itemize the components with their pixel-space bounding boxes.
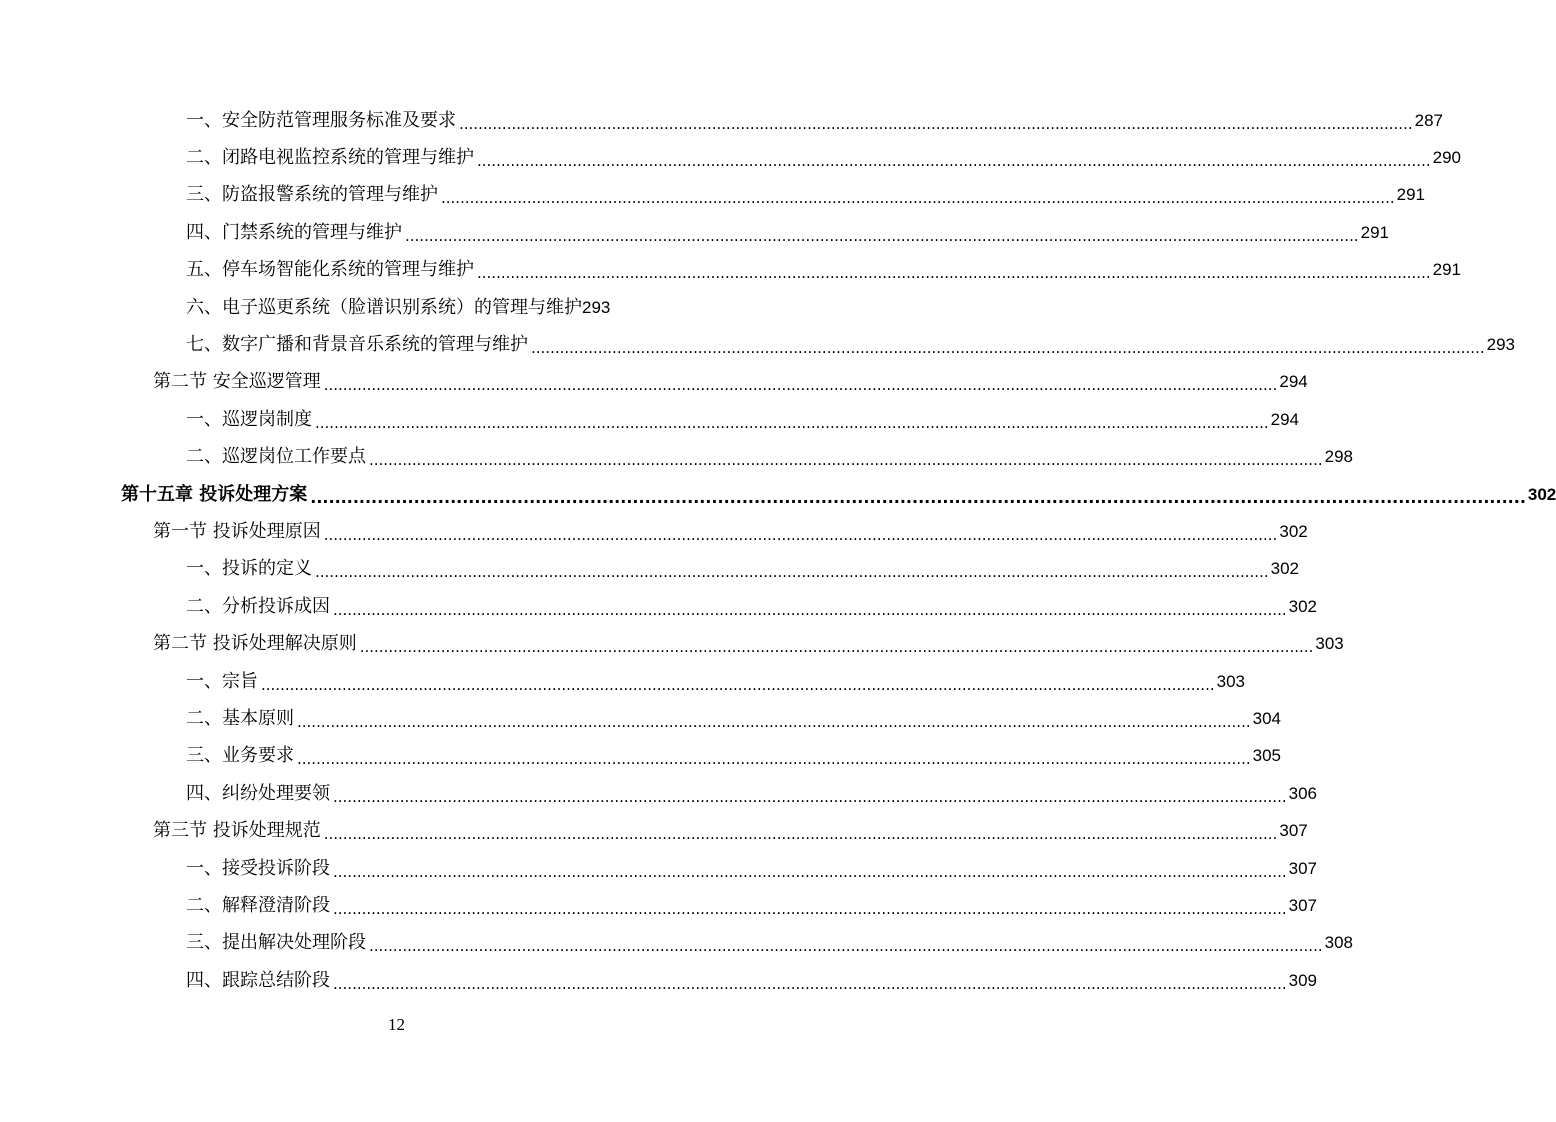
toc-entry-item[interactable] bbox=[0, 139, 1461, 176]
toc-entry-title: 二、解释澄清阶段 bbox=[186, 894, 330, 916]
toc-entry-title: 四、纠纷处理要领 bbox=[186, 782, 330, 804]
toc-entry-title: 一、安全防范管理服务标准及要求 bbox=[186, 109, 456, 131]
toc-entry-page: 293 bbox=[1486, 335, 1515, 355]
toc-entry-item[interactable] bbox=[0, 700, 1281, 737]
toc-entry-page: 290 bbox=[1432, 148, 1461, 168]
toc-entry-sec[interactable] bbox=[0, 812, 1308, 849]
toc-entry-item[interactable] bbox=[0, 850, 1317, 887]
toc-dot-leader: ........................................................................................................................................................................................................ bbox=[261, 675, 1215, 694]
toc-entry-page: 294 bbox=[1270, 409, 1299, 429]
toc-entry-page: 302 bbox=[1270, 559, 1299, 579]
toc-dot-leader: ........................................................................................................................................................................................................ bbox=[333, 862, 1287, 881]
toc-entry-title: 一、宗旨 bbox=[186, 670, 258, 692]
toc-dot-leader: ........................................................................................................................................................................................................ bbox=[333, 600, 1287, 619]
toc-entry-page: 291 bbox=[1432, 260, 1461, 280]
toc-entry-item[interactable] bbox=[0, 102, 1443, 139]
toc-dot-leader: ........................................................................................................................................................................................................ bbox=[315, 563, 1269, 582]
toc-entry-item[interactable] bbox=[0, 588, 1317, 625]
toc-entry-page: 305 bbox=[1252, 746, 1281, 766]
toc-entry-title: 四、跟踪总结阶段 bbox=[186, 969, 330, 991]
toc-entry-page: 304 bbox=[1252, 708, 1281, 728]
toc-entry-item[interactable] bbox=[0, 252, 1461, 289]
toc-entry-title: 六、电子巡更系统（脸谱识别系统）的管理与维护 bbox=[186, 296, 582, 318]
toc-entry-title: 三、防盗报警系统的管理与维护 bbox=[186, 184, 438, 206]
toc-dot-leader: ........................................................................................................................................................................................................ bbox=[405, 226, 1359, 245]
toc-dot-leader: ........................................................................................................................................................................................................ bbox=[323, 376, 1278, 395]
toc-entry-page: 303 bbox=[1216, 671, 1245, 691]
toc-entry-page: 307 bbox=[1288, 895, 1317, 915]
toc-entry-title: 第三节 投诉处理规范 bbox=[153, 820, 321, 842]
toc-entry-title: 三、业务要求 bbox=[186, 745, 294, 767]
toc-entry-page: 294 bbox=[1279, 372, 1308, 392]
toc-entry-title: 二、基本原则 bbox=[186, 707, 294, 729]
toc-dot-leader: ........................................................................................................................................................................................................ bbox=[333, 974, 1287, 993]
toc-dot-leader: ........................................................................................................................................................................................................ bbox=[477, 264, 1431, 283]
toc-entry-item[interactable] bbox=[0, 439, 1353, 476]
toc-entry-chapter[interactable] bbox=[0, 476, 1556, 513]
toc-entry-title: 二、分析投诉成因 bbox=[186, 595, 330, 617]
toc-entry-item[interactable] bbox=[0, 326, 1515, 363]
toc-entry-title: 五、停车场智能化系统的管理与维护 bbox=[186, 259, 474, 281]
toc-dot-leader: ........................................................................................................................................................................................................ bbox=[297, 750, 1251, 769]
toc-entry-sec[interactable] bbox=[0, 625, 1344, 662]
toc-entry-page: 306 bbox=[1288, 783, 1317, 803]
toc-entry-title: 三、提出解决处理阶段 bbox=[186, 932, 366, 954]
toc-entry-title: 二、闭路电视监控系统的管理与维护 bbox=[186, 147, 474, 169]
toc-entry-page: 287 bbox=[1414, 110, 1443, 130]
toc-entry-item[interactable] bbox=[0, 887, 1317, 924]
toc-entry-title: 一、投诉的定义 bbox=[186, 558, 312, 580]
toc-entry-item[interactable] bbox=[0, 925, 1353, 962]
toc-dot-leader: ........................................................................................................................................................................................................ bbox=[333, 787, 1287, 806]
page-number: 12 bbox=[388, 1015, 405, 1034]
toc-entry-page: 302 bbox=[1527, 484, 1556, 504]
toc-entry-sec[interactable] bbox=[0, 513, 1308, 550]
toc-dot-leader: ........................................................................................................................................................................................................ bbox=[323, 825, 1278, 844]
toc-dot-leader: ........................................................................................................................................................................................................ bbox=[297, 712, 1251, 731]
toc-entry-title: 七、数字广播和背景音乐系统的管理与维护 bbox=[186, 334, 528, 356]
toc-dot-leader: ........................................................................................................................................................................................................ bbox=[333, 899, 1287, 918]
toc-dot-leader: ........................................................................................................................................................................................................ bbox=[359, 638, 1314, 657]
toc-dot-leader: ........................................................................................................................................................................................................ bbox=[477, 152, 1431, 171]
toc-entry-item[interactable] bbox=[0, 962, 1317, 999]
toc-entry-title: 第一节 投诉处理原因 bbox=[153, 520, 321, 542]
toc-entry-page: 308 bbox=[1324, 933, 1353, 953]
toc-entry-item[interactable] bbox=[0, 177, 1425, 214]
toc-entry-item[interactable] bbox=[0, 401, 1299, 438]
toc-entry-title: 四、门禁系统的管理与维护 bbox=[186, 221, 402, 243]
toc-dot-leader: ........................................................................................................................................................................................................ bbox=[369, 451, 1323, 470]
toc-entry-page: 302 bbox=[1288, 596, 1317, 616]
toc-entry-item[interactable] bbox=[0, 775, 1317, 812]
toc-entry-page: 302 bbox=[1279, 521, 1308, 541]
toc-entry-title: 二、巡逻岗位工作要点 bbox=[186, 446, 366, 468]
toc-entry-page: 291 bbox=[1396, 185, 1425, 205]
toc-entry-title: 一、巡逻岗制度 bbox=[186, 408, 312, 430]
toc-entry-page: 291 bbox=[1360, 222, 1389, 242]
toc-entry-title: 第二节 投诉处理解决原则 bbox=[153, 633, 357, 655]
toc-entry-title: 第十五章 投诉处理方案 bbox=[121, 483, 308, 505]
table-of-contents bbox=[0, 102, 1556, 999]
toc-entry-item[interactable] bbox=[0, 663, 1245, 700]
toc-entry-item[interactable] bbox=[0, 214, 1389, 251]
toc-entry-item[interactable] bbox=[0, 738, 1281, 775]
toc-dot-leader: ........................................................................................................................................................................................................ bbox=[323, 525, 1278, 544]
toc-entry-page: 307 bbox=[1288, 858, 1317, 878]
toc-entry-item[interactable] bbox=[0, 551, 1299, 588]
toc-entry-page: 309 bbox=[1288, 970, 1317, 990]
toc-dot-leader: ........................................................................................................................................................................................................ bbox=[315, 413, 1269, 432]
toc-dot-leader: ........................................................................................................................................................................................................ bbox=[531, 339, 1485, 358]
toc-dot-leader: ........................................................................................................................................................................................................ bbox=[459, 114, 1413, 133]
toc-entry-title: 一、接受投诉阶段 bbox=[186, 857, 330, 879]
toc-entry-item[interactable] bbox=[0, 289, 793, 326]
toc-entry-title: 第二节 安全巡逻管理 bbox=[153, 371, 321, 393]
toc-dot-leader: ........................................................................................................................................................................................................ bbox=[441, 189, 1395, 208]
toc-entry-page: 307 bbox=[1279, 821, 1308, 841]
toc-entry-sec[interactable] bbox=[0, 364, 1308, 401]
toc-entry-page: 303 bbox=[1315, 634, 1344, 654]
toc-dot-leader: ........................................................................................................................................................................................................ bbox=[369, 937, 1323, 956]
toc-dot-leader: ........................................................................................................................................................................................................ bbox=[310, 487, 1526, 507]
toc-entry-page: 293 bbox=[582, 297, 611, 317]
toc-entry-page: 298 bbox=[1324, 447, 1353, 467]
